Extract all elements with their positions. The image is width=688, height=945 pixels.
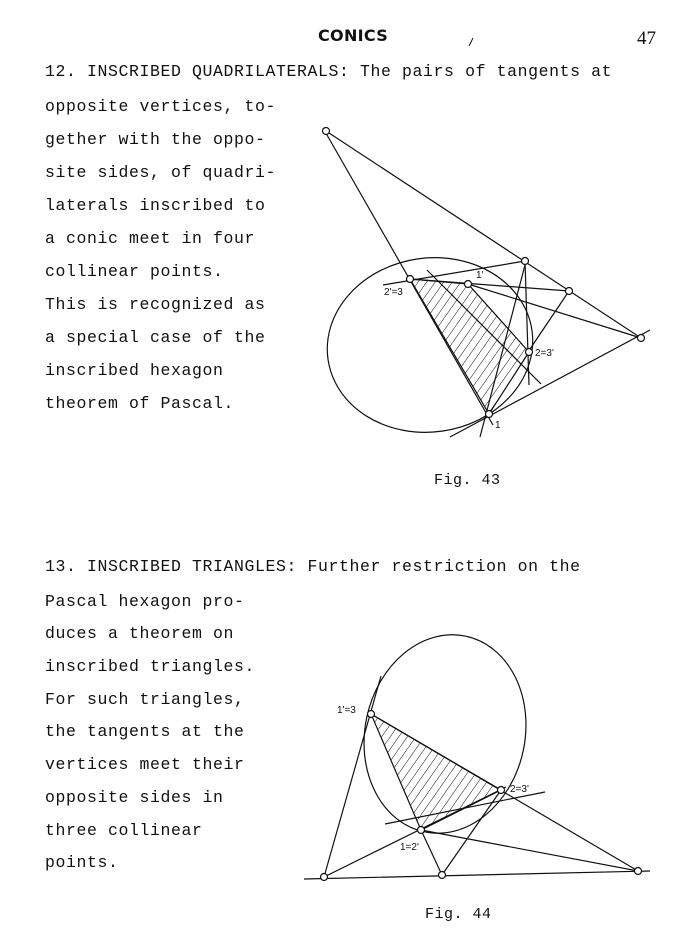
figure-44-label-1p3: 1'=3 [337, 705, 356, 716]
figure-43-point [526, 349, 533, 356]
figure-43-point [638, 335, 645, 342]
running-header: CONICS [318, 26, 389, 45]
figure-44-point [498, 787, 505, 794]
section-12-line: theorem of Pascal. [45, 394, 235, 413]
figure-43-label-1p: 1' [476, 270, 484, 281]
figure-44-caption: Fig. 44 [425, 906, 492, 923]
section-12-line: inscribed hexagon [45, 361, 224, 380]
figure-43-hatched-quadrilateral [410, 279, 529, 414]
section-13-line: points. [45, 853, 119, 872]
section-12-heading: 12. INSCRIBED QUADRILATERALS: The pairs of tangents at [45, 62, 613, 81]
page-number: 47 [637, 28, 656, 49]
section-12-line: a conic meet in four [45, 229, 256, 248]
figure-43-point [323, 128, 330, 135]
section-13-line: Pascal hexagon pro- [45, 592, 245, 611]
figure-43-point [522, 258, 529, 265]
figure-43-point [486, 411, 493, 418]
figure-43-label-1: 1 [495, 420, 501, 431]
figure-44-point [439, 872, 446, 879]
figure-43-point [566, 288, 573, 295]
section-13-line: inscribed triangles. [45, 657, 256, 676]
section-12-line: opposite vertices, to- [45, 97, 277, 116]
section-12-line: a special case of the [45, 328, 266, 347]
figure-43-point [465, 281, 472, 288]
section-12-line: site sides, of quadri- [45, 163, 277, 182]
section-13-line: three collinear [45, 821, 203, 840]
section-12-line: collinear points. [45, 262, 224, 281]
figure-44-point [418, 827, 425, 834]
figure-43-label-23p: 2=3' [535, 348, 554, 359]
figure-43-label-2p3: 2'=3 [384, 287, 403, 298]
figure-44-point [368, 711, 375, 718]
figure-44-label-23p: 2=3' [510, 784, 529, 795]
figure-44-point [321, 874, 328, 881]
section-13-line: For such triangles, [45, 690, 245, 709]
section-13-line: opposite sides in [45, 788, 224, 807]
section-13-line: the tangents at the [45, 722, 245, 741]
section-12-line: This is recognized as [45, 295, 266, 314]
section-13-heading: 13. INSCRIBED TRIANGLES: Further restriction on the [45, 557, 581, 576]
section-12-line: gether with the oppo- [45, 130, 266, 149]
figure-44 [304, 620, 650, 881]
figure-43-point [407, 276, 414, 283]
stray-mark [469, 38, 473, 46]
figure-43-caption: Fig. 43 [434, 472, 501, 489]
section-12-line: laterals inscribed to [45, 196, 266, 215]
section-13-line: duces a theorem on [45, 624, 235, 643]
figure-44-label-12p: 1=2' [400, 842, 419, 853]
figure-43 [316, 128, 650, 446]
section-13-line: vertices meet their [45, 755, 245, 774]
figure-44-point [635, 868, 642, 875]
